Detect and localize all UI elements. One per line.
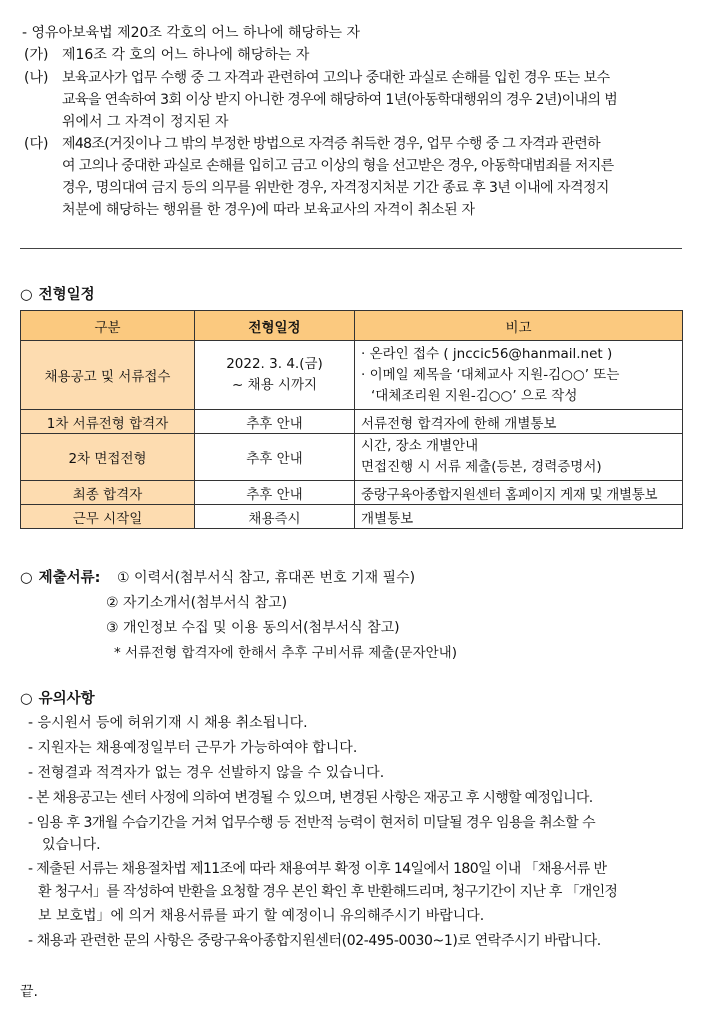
row-note-line: 시간, 장소 개별안내 bbox=[361, 438, 479, 454]
header-note: 비고 bbox=[355, 311, 683, 341]
row-note: 서류전형 합격자에 한해 개별통보 bbox=[355, 410, 683, 434]
qualification-marker-ga: (가) bbox=[24, 47, 49, 63]
row-note-line: 면접진행 시 서류 제출(등본, 경력증명서) bbox=[361, 459, 602, 475]
table-row bbox=[21, 341, 683, 410]
closing-mark: 끝. bbox=[20, 984, 38, 1000]
row-date: 채용즉시 bbox=[195, 505, 355, 529]
row-stage: 근무 시작일 bbox=[21, 505, 195, 529]
row-date-line: 2022. 3. 4.(금) bbox=[226, 356, 323, 372]
row-date: 추후 안내 bbox=[195, 410, 355, 434]
row-date-line: ~ 채용 시까지 bbox=[231, 377, 318, 393]
row-note bbox=[355, 341, 683, 410]
qualification-item-ga: 제16조 각 호의 어느 하나에 해당하는 자 bbox=[62, 47, 310, 63]
circle-marker-icon: ○ bbox=[20, 691, 33, 707]
qualification-item-na-line3: 위에서 그 자격이 정지된 자 bbox=[62, 114, 229, 130]
row-note-line: · 이메일 제목을 ‘대체교사 지원-김○○’ 또는 bbox=[361, 366, 620, 383]
notice-line: - 지원자는 채용예정일부터 근무가 가능하여야 합니다. bbox=[28, 740, 358, 756]
qualification-item-na-line1: 보육교사가 업무 수행 중 그 자격과 관련하여 고의나 중대한 과실로 손해를 입힌 경우 또는 보수 bbox=[62, 70, 610, 86]
circle-marker-icon: ○ bbox=[20, 287, 33, 303]
row-note-line: ‘대체조리원 지원-김○○’ 으로 작성 bbox=[371, 387, 578, 404]
qualification-item-da-line1: 제48조(거짓이나 그 밖의 부정한 방법으로 자격증 취득한 경우, 업무 수행 중 그 자격과 관련하 bbox=[62, 136, 600, 152]
notice-line: - 채용과 관련한 문의 사항은 중랑구육아종합지원센터(02-495-0030~1)로 연락주시기 바랍니다. bbox=[28, 933, 601, 949]
schedule-title-text: 전형일정 bbox=[38, 287, 95, 303]
table-row bbox=[21, 505, 683, 529]
notice-line: - 제출된 서류는 채용절차법 제11조에 따라 채용여부 확정 이후 14일에서 180일 이내 「채용서류 반 bbox=[28, 861, 607, 877]
row-note: 개별통보 bbox=[355, 505, 683, 529]
notice-line: 있습니다. bbox=[42, 837, 101, 853]
qualification-marker-na: (나) bbox=[24, 70, 49, 86]
circle-marker-icon: ○ bbox=[20, 570, 33, 586]
qualification-heading: - 영유아보육법 제20조 각호의 어느 하나에 해당하는 자 bbox=[22, 25, 361, 41]
header-stage: 구분 bbox=[21, 311, 195, 341]
document-item-resume: ① 이력서(첨부서식 참고, 휴대폰 번호 기재 필수) bbox=[117, 570, 416, 586]
row-date: 추후 안내 bbox=[195, 434, 355, 481]
qualification-item-da-line4: 처분에 해당하는 행위를 한 경우)에 따라 보육교사의 자격이 취소된 자 bbox=[62, 202, 475, 218]
row-date bbox=[195, 341, 355, 410]
qualification-marker-da: (다) bbox=[24, 136, 49, 152]
schedule-table bbox=[20, 310, 683, 529]
qualification-item-da-line3: 경우, 명의대여 금지 등의 의무를 위반한 경우, 자격정지처분 기간 종료 후 3년 이내에 자격정지 bbox=[62, 180, 609, 196]
notice-line: 보 보호법」에 의거 채용서류를 파기 할 예정이니 유의해주시기 바랍니다. bbox=[38, 908, 485, 924]
section-divider bbox=[20, 248, 682, 249]
schedule-header-row bbox=[21, 311, 683, 341]
qualification-item-da-line2: 여 고의나 중대한 과실로 손해를 입히고 금고 이상의 형을 선고받은 경우, 아동학대범죄를 저지른 bbox=[62, 158, 614, 174]
table-row bbox=[21, 481, 683, 505]
notice-line: - 응시원서 등에 허위기재 시 채용 취소됩니다. bbox=[28, 715, 308, 731]
qualification-item-na-line2: 교육을 연속하여 3회 이상 받지 아니한 경우에 해당하여 1년(아동학대행위의 경우 2년)이내의 범 bbox=[62, 92, 618, 108]
table-row bbox=[21, 410, 683, 434]
notice-line: - 전형결과 적격자가 없는 경우 선발하지 않을 수 있습니다. bbox=[28, 765, 385, 781]
notices-title bbox=[20, 688, 95, 710]
row-date: 추후 안내 bbox=[195, 481, 355, 505]
row-note: 중랑구육아종합지원센터 홈페이지 게재 및 개별통보 bbox=[355, 481, 683, 505]
documents-title bbox=[20, 567, 100, 589]
notice-line: - 본 채용공고는 센터 사정에 의하여 변경될 수 있으며, 변경된 사항은 재공고 후 시행할 예정입니다. bbox=[28, 790, 593, 806]
notices-title-text: 유의사항 bbox=[38, 691, 95, 707]
row-stage: 2차 면접전형 bbox=[21, 434, 195, 481]
row-stage: 채용공고 및 서류접수 bbox=[21, 341, 195, 410]
documents-note: * 서류전형 합격자에 한해서 추후 구비서류 제출(문자안내) bbox=[114, 645, 457, 661]
header-date: 전형일정 bbox=[195, 311, 355, 341]
row-note bbox=[355, 434, 683, 481]
documents-title-text: 제출서류: bbox=[38, 570, 101, 586]
row-note-line: · 온라인 접수 ( jnccic56@hanmail.net ) bbox=[361, 345, 613, 362]
row-stage: 1차 서류전형 합격자 bbox=[21, 410, 195, 434]
notice-line: 환 청구서」를 작성하여 반환을 요청할 경우 본인 확인 후 반환해드리며, 청구기간이 지난 후 「개인정 bbox=[38, 884, 618, 900]
schedule-title bbox=[20, 284, 95, 306]
notice-line: - 임용 후 3개월 수습기간을 거쳐 업무수행 등 전반적 능력이 현저히 미달될 경우 임용을 취소할 수 bbox=[28, 815, 596, 831]
document-item-privacy-consent: ③ 개인정보 수집 및 이용 동의서(첨부서식 참고) bbox=[106, 620, 400, 636]
document-item-self-intro: ② 자기소개서(첨부서식 참고) bbox=[106, 595, 288, 611]
row-stage: 최종 합격자 bbox=[21, 481, 195, 505]
table-row bbox=[21, 434, 683, 481]
